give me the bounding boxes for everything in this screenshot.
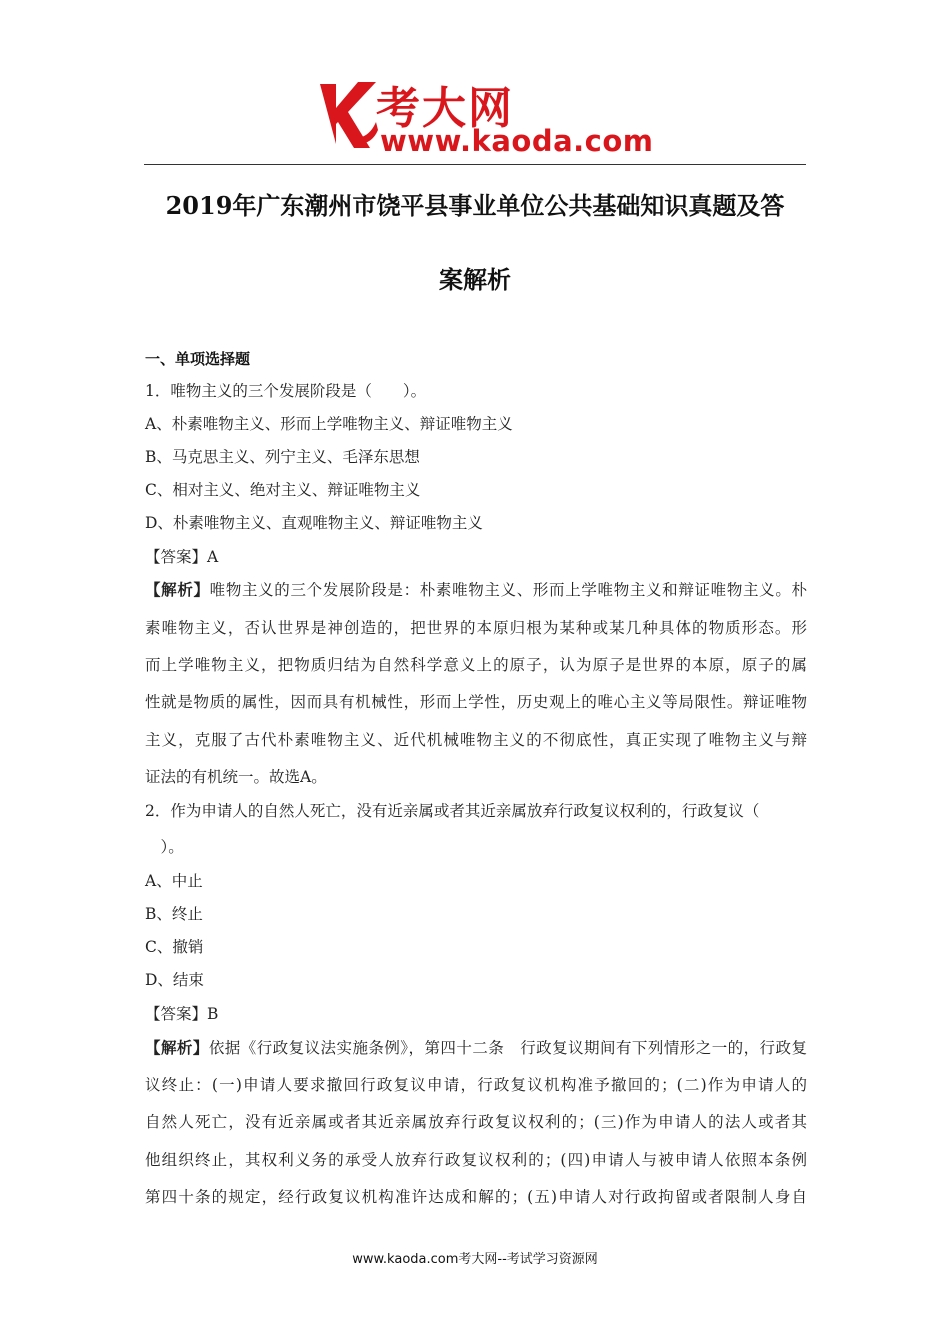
page-footer: www.kaoda.com考大网--考试学习资源网 bbox=[352, 1252, 598, 1267]
q1-analysis-line-6: 证法的有机统一。故选A。 bbox=[145, 768, 327, 786]
q2-stem-line-1: 2．作为申请人的自然人死亡，没有近亲属或者其近亲属放弃行政复议权利的，行政复议（ bbox=[145, 802, 760, 820]
q1-option-d: D、朴素唯物主义、直观唯物主义、辩证唯物主义 bbox=[145, 514, 483, 532]
q2-analysis-tag: 【解析】 bbox=[145, 1039, 209, 1057]
q1-analysis-tag: 【解析】 bbox=[145, 581, 210, 599]
logo-url-text: www.kaoda.com bbox=[380, 124, 654, 158]
q1-analysis-line-2: 素唯物主义，否认世界是神创造的，把世界的本原归根为某种或某几种具体的物质形态。形 bbox=[145, 619, 807, 637]
q2-option-d: D、结束 bbox=[145, 971, 204, 989]
q1-option-c: C、相对主义、绝对主义、辩证唯物主义 bbox=[145, 481, 421, 499]
q1-answer bbox=[145, 547, 807, 567]
logo-brand-text: 考大网 bbox=[376, 83, 514, 134]
q2-stem-line-2: ）。 bbox=[145, 838, 184, 856]
q1-option-a: A、朴素唯物主义、形而上学唯物主义、辩证唯物主义 bbox=[145, 415, 513, 433]
section-heading: 一、单项选择题 bbox=[145, 350, 251, 368]
q1-analysis-line-4: 性就是物质的属性，因而具有机械性，形而上学性，历史观上的唯心主义等局限性。辩证唯物 bbox=[145, 693, 807, 711]
q2-answer-tag: 【答案】 bbox=[145, 1005, 208, 1023]
q2-analysis-line-1 bbox=[145, 1038, 807, 1058]
q1-analysis-line-5: 主义，克服了古代朴素唯物主义、近代机械唯物主义的不彻底性，真正实现了唯物主义与辩 bbox=[145, 731, 807, 749]
q2-analysis-line-3: 自然人死亡，没有近亲属或者其近亲属放弃行政复议权利的；(三)作为申请人的法人或者其 bbox=[145, 1113, 807, 1131]
k-logo-icon bbox=[318, 78, 380, 150]
page-title-line-1: 2019年广东潮州市饶平县事业单位公共基础知识真题及答 bbox=[165, 191, 785, 220]
q2-analysis-line-5: 第四十条的规定，经行政复议机构准许达成和解的；(五)申请人对行政拘留或者限制人身自 bbox=[145, 1188, 807, 1206]
q2-answer-value: B bbox=[207, 1005, 219, 1023]
kaoda-logo bbox=[318, 78, 654, 158]
q2-option-a: A、中止 bbox=[145, 872, 203, 890]
q2-answer bbox=[145, 1004, 807, 1024]
q1-analysis-line-1 bbox=[145, 580, 807, 600]
q2-option-b: B、终止 bbox=[145, 905, 203, 923]
q2-analysis-line-2: 议终止：(一)申请人要求撤回行政复议申请，行政复议机构准予撤回的；(二)作为申请人的 bbox=[145, 1076, 807, 1094]
q1-analysis-line-3: 而上学唯物主义，把物质归结为自然科学意义上的原子，认为原子是世界的本原，原子的属 bbox=[145, 656, 807, 674]
q1-stem: 1．唯物主义的三个发展阶段是（ ）。 bbox=[145, 382, 427, 400]
q1-answer-tag: 【答案】 bbox=[145, 548, 208, 566]
q2-analysis-text-1: 依据《行政复议法实施条例》，第四十二条 行政复议期间有下列情形之一的，行政复 bbox=[208, 1039, 807, 1057]
header-divider bbox=[144, 164, 806, 165]
q2-option-c: C、撤销 bbox=[145, 938, 204, 956]
page-title-line-2: 案解析 bbox=[439, 265, 511, 294]
q2-analysis-line-4: 他组织终止，其权利义务的承受人放弃行政复议权利的；(四)申请人与被申请人依照本条例 bbox=[145, 1151, 807, 1169]
q1-option-b: B、马克思主义、列宁主义、毛泽东思想 bbox=[145, 448, 420, 466]
q1-answer-value: A bbox=[207, 548, 219, 566]
q1-analysis-text-1: 唯物主义的三个发展阶段是：朴素唯物主义、形而上学唯物主义和辩证唯物主义。朴 bbox=[209, 581, 807, 599]
